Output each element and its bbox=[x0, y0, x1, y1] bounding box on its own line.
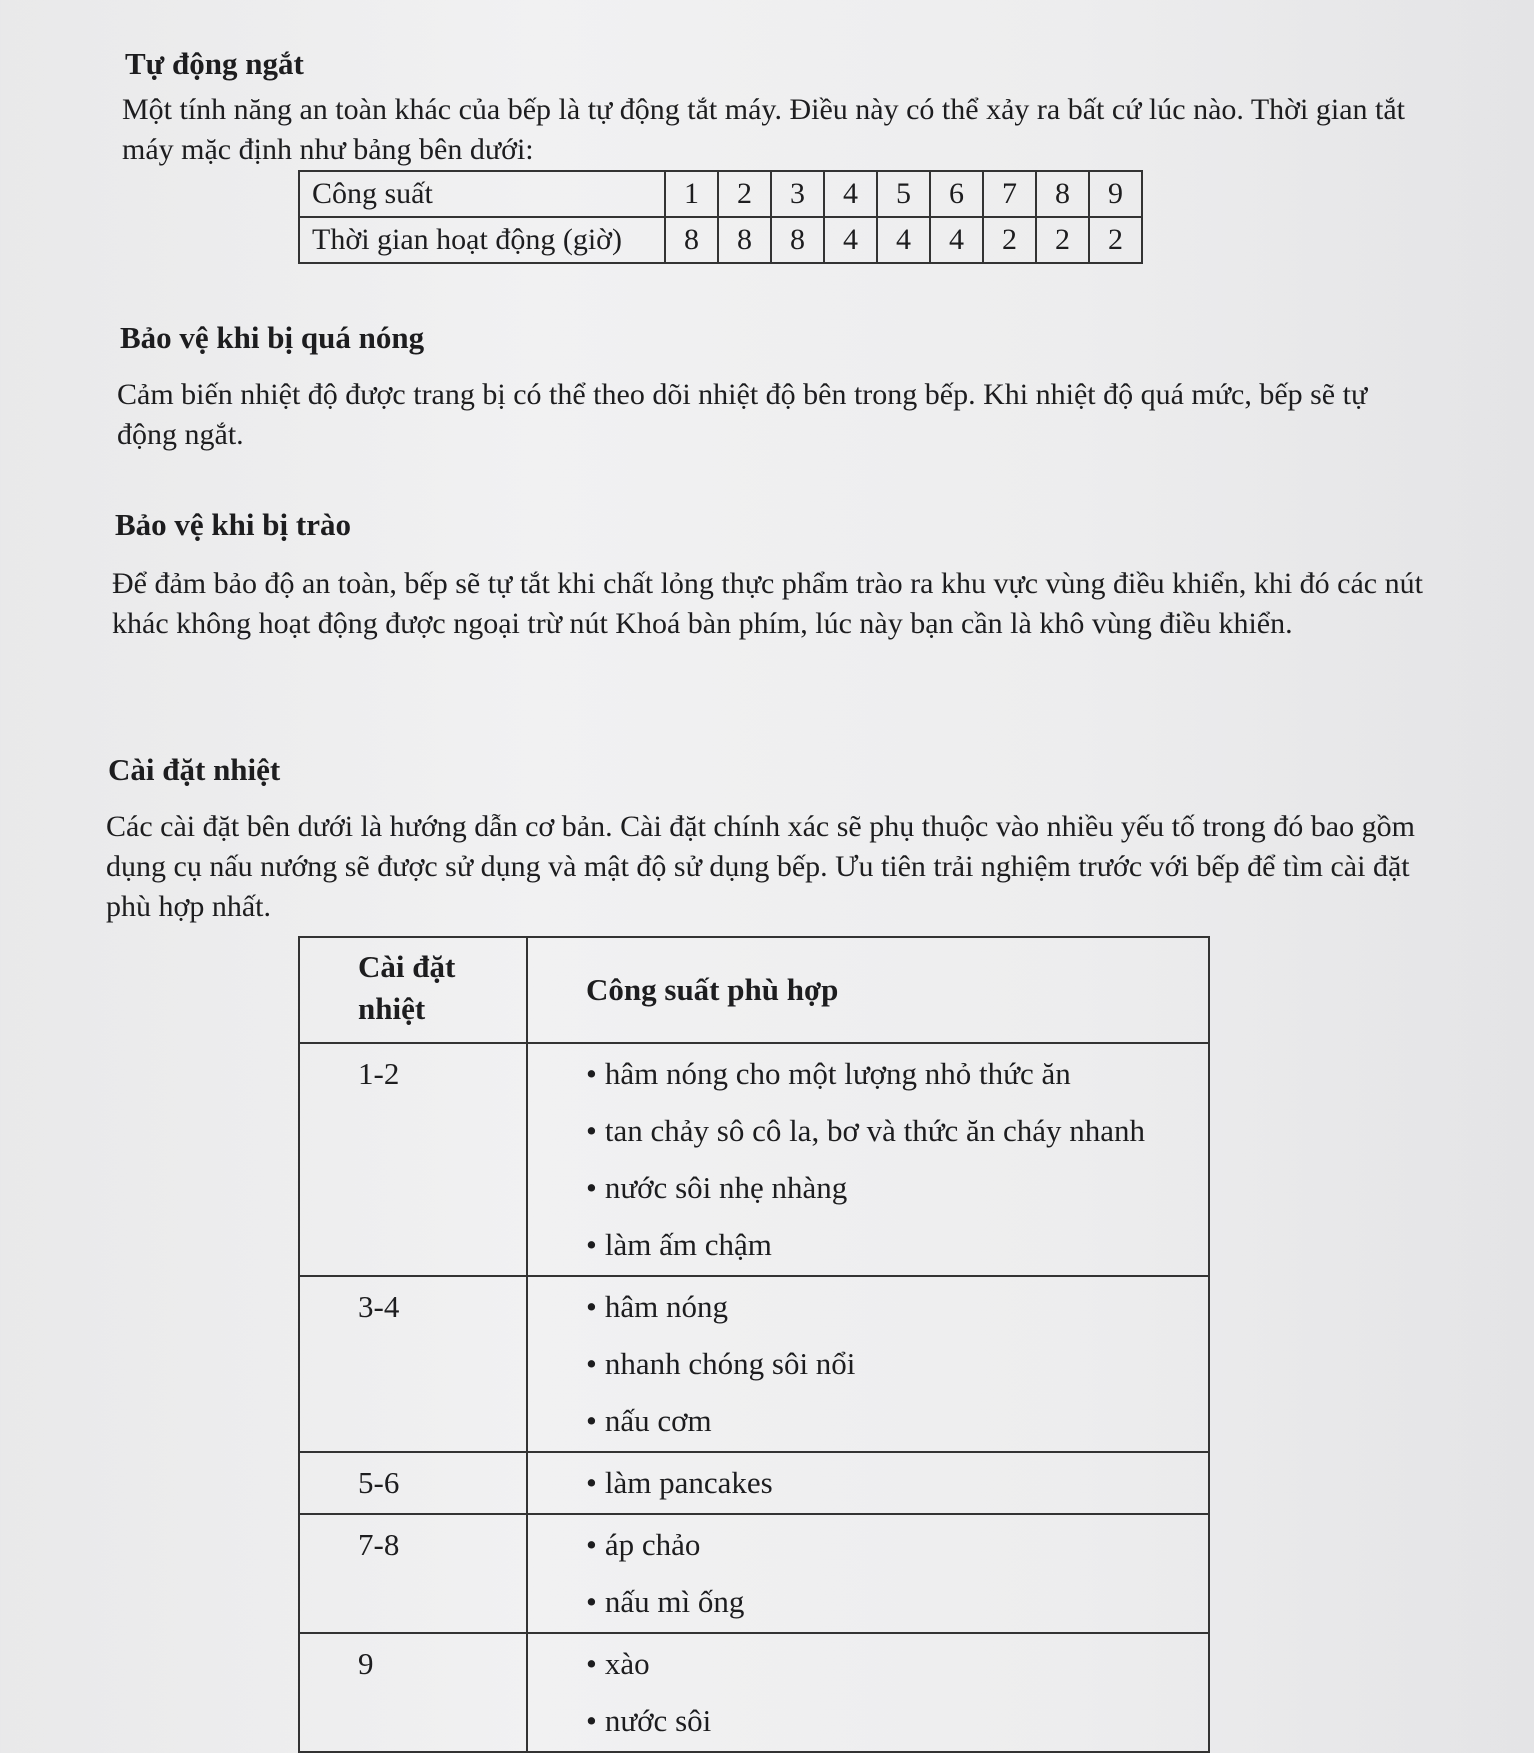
power-row bbox=[299, 171, 1142, 217]
list-item: • nấu cơm bbox=[586, 1401, 1188, 1441]
power-level-cell: 4 bbox=[824, 171, 877, 217]
list-item: • làm pancakes bbox=[586, 1463, 1188, 1503]
hours-cell: 2 bbox=[1036, 217, 1089, 263]
hours-row bbox=[299, 217, 1142, 263]
power-level-cell: 3 bbox=[771, 171, 824, 217]
section-text-heat-settings: Các cài đặt bên dưới là hướng dẫn cơ bản. Cài đặt chính xác sẽ phụ thuộc vào nhiều yếu tố trong đó bao gồm dụng cụ nấu nướng sẽ được sử dụng và mật độ sử dụng bếp. Ưu tiên trải nghiệm trước với bếp để tìm cài đặt phù hợp nhất. bbox=[106, 810, 1415, 923]
table-row bbox=[299, 1514, 1209, 1633]
usage-cell bbox=[527, 1043, 1209, 1276]
setting-cell: 5-6 bbox=[299, 1452, 527, 1514]
section-title-overheat: Bảo vệ khi bị quá nóng bbox=[120, 320, 425, 355]
usage-cell bbox=[527, 1514, 1209, 1633]
list-item: • áp chảo bbox=[586, 1525, 1188, 1565]
section-title-auto-off: Tự động ngắt bbox=[125, 46, 304, 81]
power-level-cell: 1 bbox=[665, 171, 718, 217]
usage-cell bbox=[527, 1276, 1209, 1452]
list-item: • nhanh chóng sôi nổi bbox=[586, 1344, 1188, 1384]
setting-cell: 3-4 bbox=[299, 1276, 527, 1452]
setting-cell: 1-2 bbox=[299, 1043, 527, 1276]
list-item: • hâm nóng cho một lượng nhỏ thức ăn bbox=[586, 1054, 1188, 1094]
power-row-label: Công suất bbox=[299, 171, 665, 217]
hours-cell: 8 bbox=[771, 217, 824, 263]
table-row bbox=[299, 1452, 1209, 1514]
header-power: Công suất phù hợp bbox=[527, 937, 1209, 1043]
table-header-row bbox=[299, 937, 1209, 1043]
setting-cell: 9 bbox=[299, 1633, 527, 1752]
power-level-cell: 9 bbox=[1089, 171, 1142, 217]
table-row bbox=[299, 1276, 1209, 1452]
hours-cell: 2 bbox=[983, 217, 1036, 263]
list-item: • nấu mì ống bbox=[586, 1582, 1188, 1622]
list-item: • hâm nóng bbox=[586, 1287, 1188, 1327]
section-title-heat-settings: Cài đặt nhiệt bbox=[108, 752, 281, 787]
hours-cell: 2 bbox=[1089, 217, 1142, 263]
section-text-auto-off: Một tính năng an toàn khác của bếp là tự động tắt máy. Điều này có thể xảy ra bất cứ lúc nào. Thời gian tắt máy mặc định như bảng bên dưới: bbox=[122, 93, 1405, 166]
table-row bbox=[299, 1633, 1209, 1752]
heat-settings-table bbox=[298, 936, 1210, 1753]
section-text-overflow: Để đảm bảo độ an toàn, bếp sẽ tự tắt khi chất lỏng thực phẩm trào ra khu vực vùng điều khiển, khi đó các nút khác không hoạt động được ngoại trừ nút Khoá bàn phím, lúc này bạn cần là khô vùng điều khiển. bbox=[112, 567, 1423, 640]
hours-cell: 4 bbox=[930, 217, 983, 263]
power-level-cell: 2 bbox=[718, 171, 771, 217]
power-level-cell: 5 bbox=[877, 171, 930, 217]
header-setting: Cài đặt nhiệt bbox=[299, 937, 527, 1043]
hours-cell: 8 bbox=[665, 217, 718, 263]
list-item: • nước sôi nhẹ nhàng bbox=[586, 1168, 1188, 1208]
list-item: • nước sôi bbox=[586, 1701, 1188, 1741]
hours-cell: 4 bbox=[877, 217, 930, 263]
setting-cell: 7-8 bbox=[299, 1514, 527, 1633]
power-level-cell: 6 bbox=[930, 171, 983, 217]
list-item: • tan chảy sô cô la, bơ và thức ăn cháy nhanh bbox=[586, 1111, 1188, 1151]
section-text-overheat: Cảm biến nhiệt độ được trang bị có thể theo dõi nhiệt độ bên trong bếp. Khi nhiệt độ quá mức, bếp sẽ tự động ngắt. bbox=[117, 378, 1368, 451]
power-level-cell: 8 bbox=[1036, 171, 1089, 217]
hours-row-label: Thời gian hoạt động (giờ) bbox=[299, 217, 665, 263]
power-time-table bbox=[298, 170, 1143, 264]
usage-cell bbox=[527, 1452, 1209, 1514]
table-row bbox=[299, 1043, 1209, 1276]
list-item: • xào bbox=[586, 1644, 1188, 1684]
section-title-overflow: Bảo vệ khi bị trào bbox=[115, 507, 351, 542]
list-item: • làm ấm chậm bbox=[586, 1225, 1188, 1265]
usage-cell bbox=[527, 1633, 1209, 1752]
power-level-cell: 7 bbox=[983, 171, 1036, 217]
hours-cell: 4 bbox=[824, 217, 877, 263]
hours-cell: 8 bbox=[718, 217, 771, 263]
